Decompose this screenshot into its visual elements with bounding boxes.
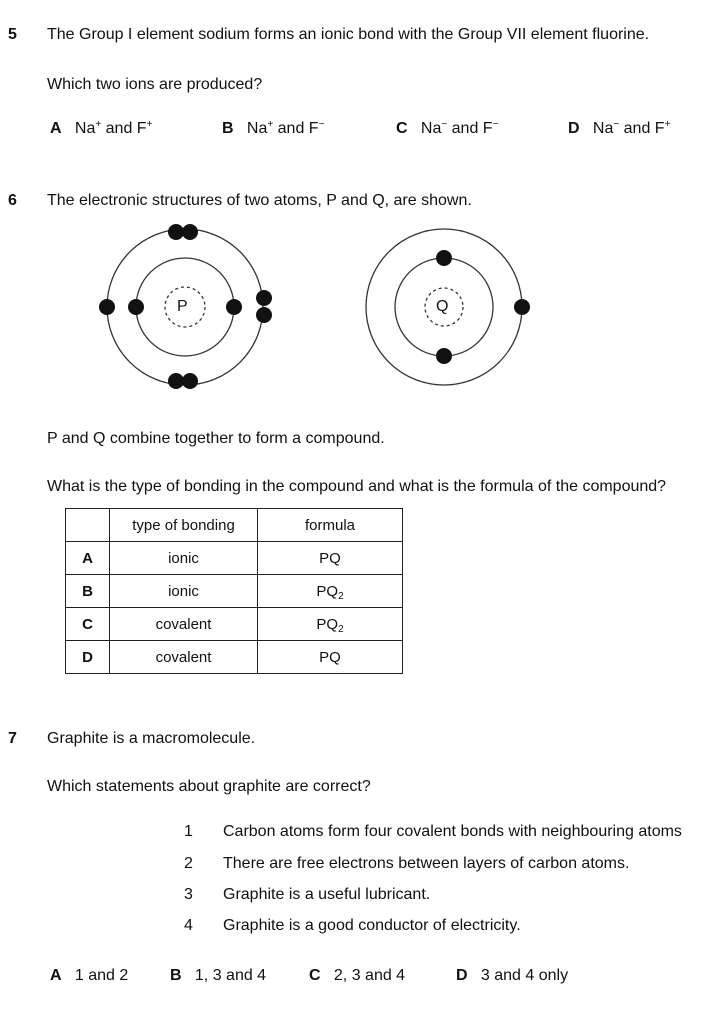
statement-number: 2 (184, 855, 193, 872)
option-d[interactable] (456, 967, 568, 985)
atom-q-label: Q (436, 298, 449, 315)
statement-number: 4 (184, 917, 193, 934)
statement-text: There are free electrons between layers of carbon atoms. (223, 855, 630, 872)
answer-table (65, 508, 403, 674)
bonding-cell: ionic (110, 542, 258, 575)
charge: − (492, 119, 499, 130)
table-row[interactable] (66, 641, 403, 674)
charge: + (95, 119, 102, 130)
formula-cell: $PQ_2$ (258, 575, 403, 608)
statement-number: 1 (184, 823, 193, 840)
option-text: 1, 3 and 4 (194, 967, 267, 984)
option-letter: D (456, 967, 468, 984)
bonding-cell: covalent (110, 641, 258, 674)
ion: and F (623, 120, 665, 137)
ion: Na (592, 120, 614, 137)
option-letter: C (309, 967, 321, 984)
question-7-prompt: Which statements about graphite are correct? (47, 778, 371, 795)
question-5-prompt: Which two ions are produced? (47, 76, 263, 93)
statement-text: Graphite is a good conductor of electricity. (223, 917, 521, 934)
statement-text: Carbon atoms form four covalent bonds with neighbouring atoms (223, 823, 682, 840)
question-6-number: 6 (8, 192, 17, 209)
option-letter: C (396, 120, 408, 137)
option-text: 1 and 2 (74, 967, 129, 984)
ion: and F (277, 120, 319, 137)
question-6-info: P and Q combine together to form a compound. (47, 430, 385, 447)
question-5-number: 5 (8, 26, 17, 43)
option-letter: B (170, 967, 182, 984)
question-7-number: 7 (8, 730, 17, 747)
table-row[interactable] (66, 575, 403, 608)
formula-cell: PQ (258, 641, 403, 674)
formula-cell: PQ (258, 542, 403, 575)
charge: − (613, 119, 620, 130)
row-letter: B (66, 575, 110, 608)
option-c[interactable] (309, 967, 405, 985)
ion: and F (451, 120, 493, 137)
option-text: 2, 3 and 4 (333, 967, 406, 984)
table-row[interactable] (66, 542, 403, 575)
atom-p-label: P (177, 298, 188, 315)
electron-diagrams (0, 0, 721, 420)
option-letter: A (50, 967, 62, 984)
ion: and F (105, 120, 147, 137)
header-bonding: type of bonding (110, 509, 258, 542)
question-6-stem: The electronic structures of two atoms, P and Q, are shown. (47, 192, 472, 209)
ion: Na (74, 120, 96, 137)
ion: Na (420, 120, 442, 137)
option-b[interactable] (170, 967, 266, 985)
charge: + (267, 119, 274, 130)
charge: − (318, 119, 325, 130)
atom-q-electrons (436, 250, 530, 364)
table-row[interactable] (66, 608, 403, 641)
charge: − (441, 119, 448, 130)
question-6-prompt: What is the type of bonding in the compound and what is the formula of the compound? (47, 478, 667, 495)
statement-text: Graphite is a useful lubricant. (223, 886, 431, 903)
row-letter: C (66, 608, 110, 641)
bonding-cell: covalent (110, 608, 258, 641)
row-letter: A (66, 542, 110, 575)
option-a[interactable] (50, 967, 128, 985)
option-letter: B (222, 120, 234, 137)
formula-cell: $PQ_2$ (258, 608, 403, 641)
question-7-stem: Graphite is a macromolecule. (47, 730, 256, 747)
charge: + (146, 119, 153, 130)
ion: Na (246, 120, 268, 137)
option-letter: A (50, 120, 62, 137)
question-5-stem: The Group I element sodium forms an ionic bond with the Group VII element fluorine. (47, 26, 650, 43)
table-header (66, 509, 403, 542)
bonding-cell: ionic (110, 575, 258, 608)
row-letter: D (66, 641, 110, 674)
statement-number: 3 (184, 886, 193, 903)
charge: + (664, 119, 671, 130)
option-text: 3 and 4 only (480, 967, 569, 984)
option-letter: D (568, 120, 580, 137)
header-formula: formula (258, 509, 403, 542)
